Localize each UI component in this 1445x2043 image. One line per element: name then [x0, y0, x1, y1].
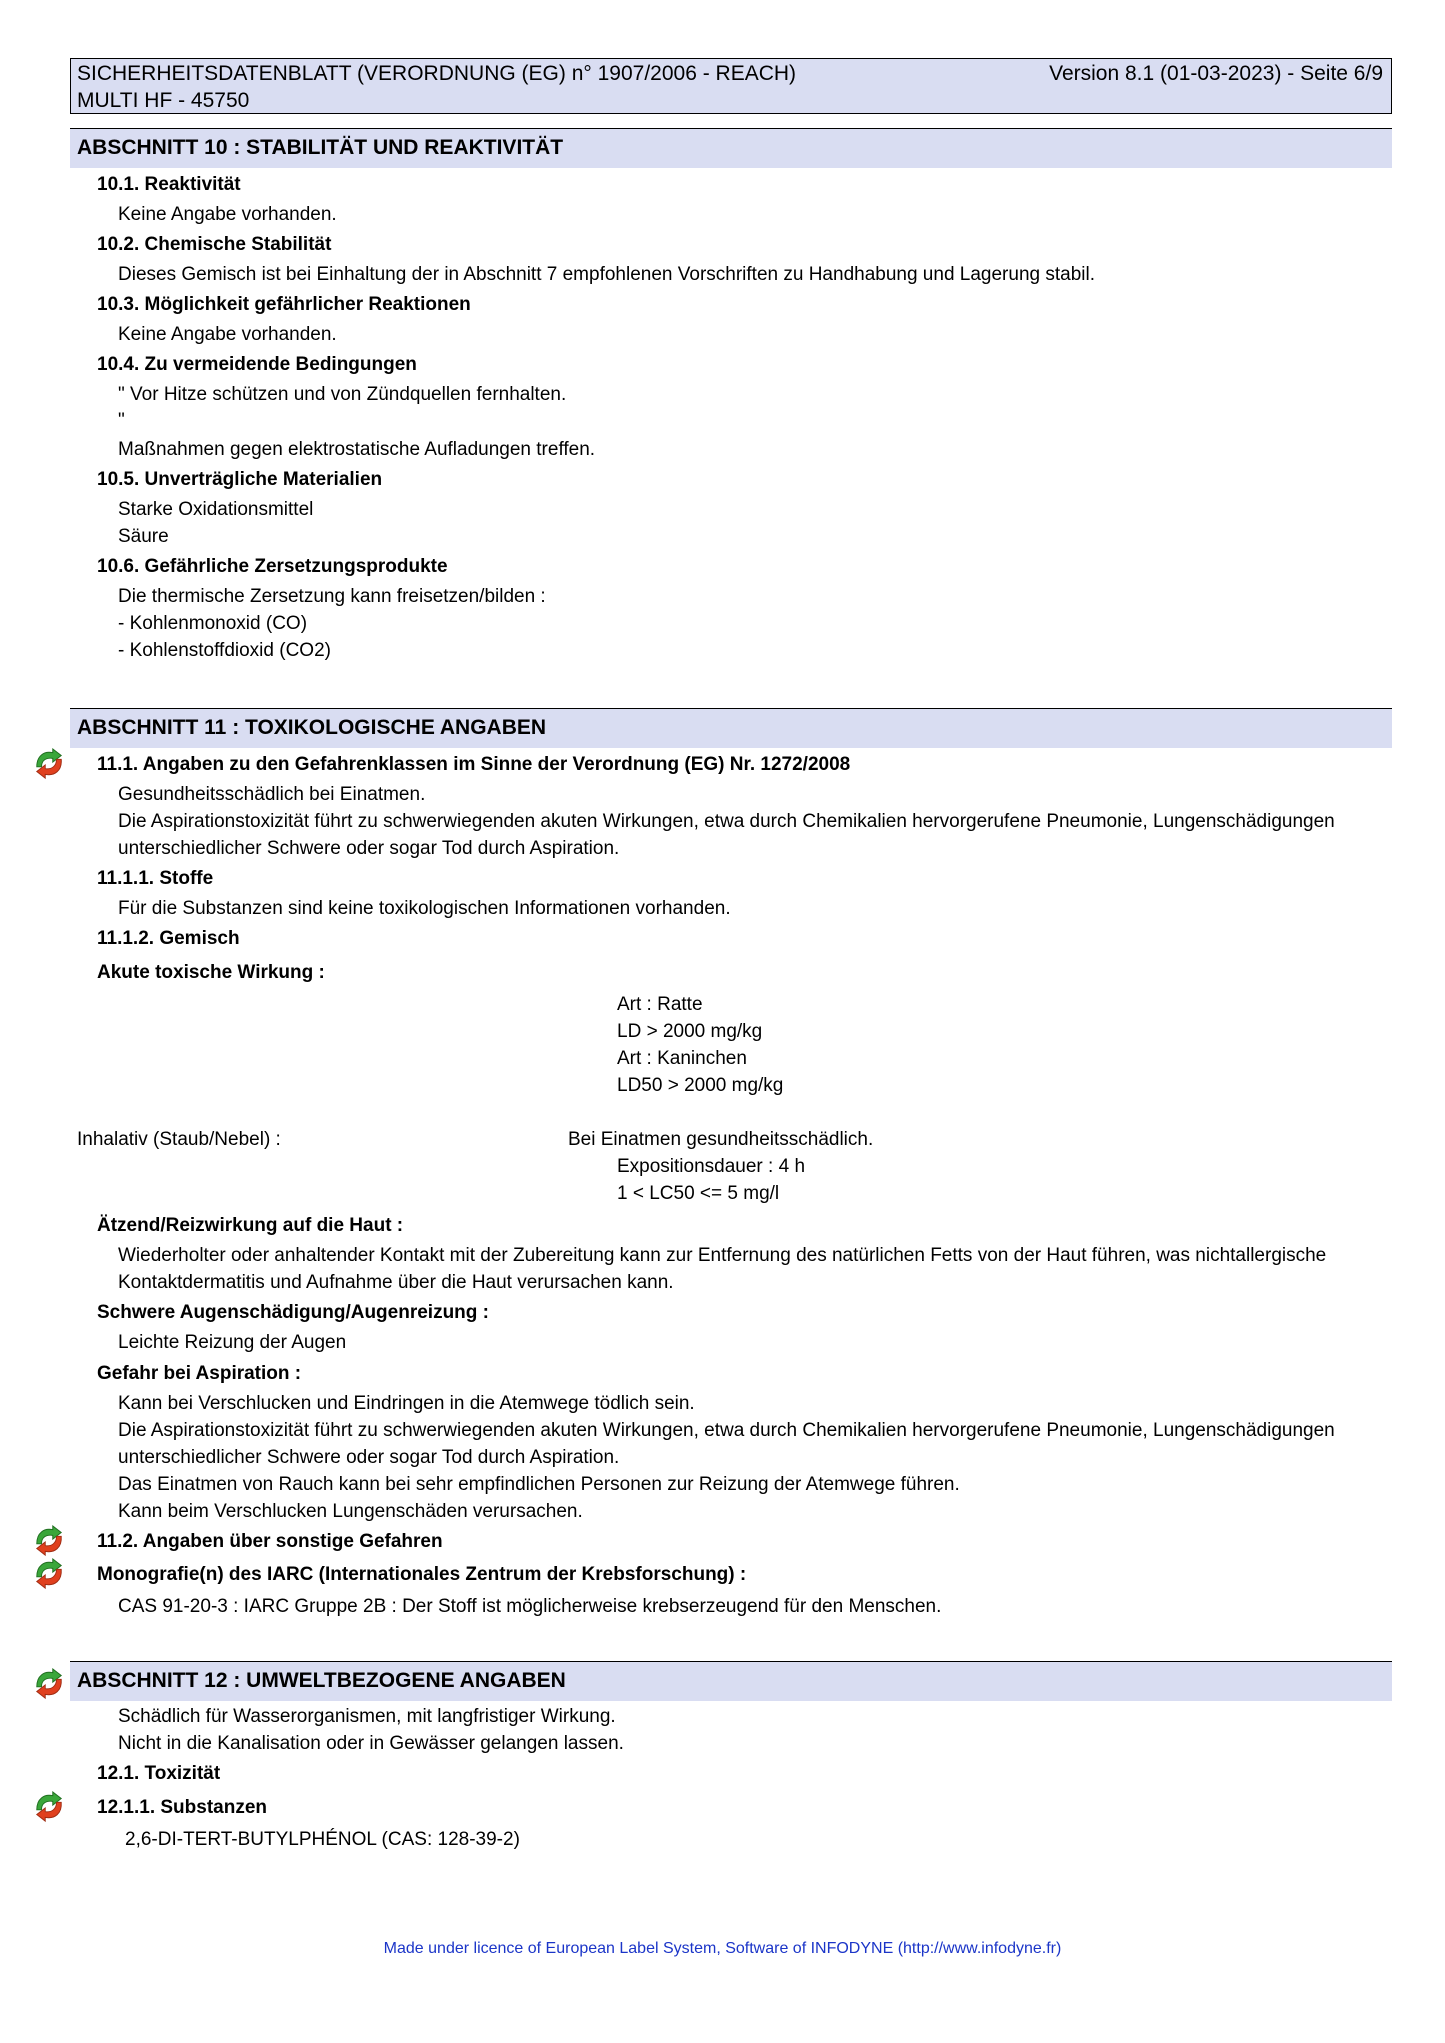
section-10-title: ABSCHNITT 10 : STABILITÄT UND REAKTIVITÄT [70, 128, 1392, 168]
heading-iarc: Monografie(n) des IARC (Internationales Zentrum der Krebsforschung) : [97, 1564, 747, 1585]
section-11-title: ABSCHNITT 11 : TOXIKOLOGISCHE ANGABEN [70, 708, 1392, 748]
heading-10-6: 10.6. Gefährliche Zersetzungsprodukte [97, 556, 448, 577]
update-arrows-icon [32, 748, 66, 780]
heading-12-1: 12.1. Toxizität [97, 1763, 221, 1784]
aspiration-line3: unterschiedlicher Schwere oder sogar Tod durch Aspiration. [118, 1447, 620, 1468]
update-arrows-icon [32, 1525, 66, 1557]
inhalation-line1: Bei Einatmen gesundheitsschädlich. [568, 1129, 874, 1150]
section-12-line2: Nicht in die Kanalisation oder in Gewässer gelangen lassen. [118, 1733, 624, 1754]
update-arrows-icon [32, 1791, 66, 1823]
text-11-1-line3: unterschiedlicher Schwere oder sogar Tod durch Aspiration. [118, 838, 620, 859]
product-name: MULTI HF - 45750 [77, 89, 250, 112]
aspiration-line4: Das Einatmen von Rauch kann bei sehr empfindlichen Personen zur Reizung der Atemwege führen. [118, 1474, 960, 1495]
acute-line3: Art : Kaninchen [617, 1048, 747, 1069]
acute-line4: LD50 > 2000 mg/kg [617, 1075, 784, 1096]
update-arrows-icon [32, 1668, 66, 1700]
text-10-6-line2: - Kohlenmonoxid (CO) [118, 613, 308, 634]
text-10-6-line1: Die thermische Zersetzung kann freisetzen/bilden : [118, 586, 546, 607]
inhalation-line2: Expositionsdauer : 4 h [617, 1156, 806, 1177]
update-arrows-icon [32, 1558, 66, 1590]
text-10-6-line3: - Kohlenstoffdioxid (CO2) [118, 640, 331, 661]
substance-line1: 2,6-DI-TERT-BUTYLPHÉNOL (CAS: 128-39-2) [125, 1829, 520, 1850]
section-12-line1: Schädlich für Wasserorganismen, mit langfristiger Wirkung. [118, 1706, 616, 1727]
heading-10-5: 10.5. Unverträgliche Materialien [97, 469, 383, 490]
text-10-4-line1: " Vor Hitze schützen und von Zündquellen fernhalten. [118, 384, 567, 405]
inhalation-line3: 1 < LC50 <= 5 mg/l [617, 1183, 780, 1204]
inhalation-label: Inhalativ (Staub/Nebel) : [77, 1129, 281, 1150]
heading-aspiration: Gefahr bei Aspiration : [97, 1363, 302, 1384]
heading-11-1-2: 11.1.2. Gemisch [97, 928, 240, 949]
heading-10-3: 10.3. Möglichkeit gefährlicher Reaktionen [97, 294, 471, 315]
heading-11-2: 11.2. Angaben über sonstige Gefahren [97, 1531, 443, 1552]
text-10-1: Keine Angabe vorhanden. [118, 204, 337, 225]
text-11-1-line2: Die Aspirationstoxizität führt zu schwerwiegenden akuten Wirkungen, etwa durch Chemikalien hervorgerufene Pneumonie, Lungenschädigungen [118, 811, 1335, 832]
text-10-4-line3: Maßnahmen gegen elektrostatische Aufladungen treffen. [118, 439, 596, 460]
text-11-1-1: Für die Substanzen sind keine toxikologischen Informationen vorhanden. [118, 898, 731, 919]
text-11-1-line1: Gesundheitsschädlich bei Einatmen. [118, 784, 426, 805]
document-title: SICHERHEITSDATENBLATT (VERORDNUNG (EG) n° 1907/2006 - REACH) [77, 62, 797, 85]
version-page-info: Version 8.1 (01-03-2023) - Seite 6/9 [1049, 62, 1383, 85]
heading-10-1: 10.1. Reaktivität [97, 174, 241, 195]
skin-line1: Wiederholter oder anhaltender Kontakt mit der Zubereitung kann zur Entfernung des natürlichen Fetts von der Haut führen, was nichtallergische [118, 1245, 1327, 1266]
text-10-5-line1: Starke Oxidationsmittel [118, 499, 314, 520]
skin-line2: Kontaktdermatitis und Aufnahme über die Haut verursachen kann. [118, 1272, 674, 1293]
heading-11-1-1: 11.1.1. Stoffe [97, 868, 214, 889]
heading-skin: Ätzend/Reizwirkung auf die Haut : [97, 1215, 404, 1236]
heading-11-1: 11.1. Angaben zu den Gefahrenklassen im Sinne der Verordnung (EG) Nr. 1272/2008 [97, 754, 851, 775]
iarc-line1: CAS 91-20-3 : IARC Gruppe 2B : Der Stoff ist möglicherweise krebserzeugend für den Menschen. [118, 1596, 942, 1617]
document-header [70, 58, 1392, 114]
acute-line1: Art : Ratte [617, 994, 703, 1015]
text-10-2: Dieses Gemisch ist bei Einhaltung der in Abschnitt 7 empfohlenen Vorschriften zu Handhabung und Lagerung stabil. [118, 264, 1095, 285]
aspiration-line5: Kann beim Verschlucken Lungenschäden verursachen. [118, 1501, 583, 1522]
heading-12-1-1: 12.1.1. Substanzen [97, 1797, 268, 1818]
text-10-3: Keine Angabe vorhanden. [118, 324, 337, 345]
heading-eye: Schwere Augenschädigung/Augenreizung : [97, 1302, 489, 1323]
heading-10-4: 10.4. Zu vermeidende Bedingungen [97, 354, 417, 375]
heading-acute-toxicity: Akute toxische Wirkung : [97, 962, 325, 983]
footer-licence-text: Made under licence of European Label System, Software of INFODYNE (http://www.infodyne.fr) [383, 1940, 1062, 1957]
acute-line2: LD > 2000 mg/kg [617, 1021, 763, 1042]
aspiration-line1: Kann bei Verschlucken und Eindringen in die Atemwege tödlich sein. [118, 1393, 695, 1414]
section-12-title: ABSCHNITT 12 : UMWELTBEZOGENE ANGABEN [70, 1661, 1392, 1701]
text-10-5-line2: Säure [118, 526, 169, 547]
eye-line1: Leichte Reizung der Augen [118, 1332, 347, 1353]
aspiration-line2: Die Aspirationstoxizität führt zu schwerwiegenden akuten Wirkungen, etwa durch Chemikalien hervorgerufene Pneumonie, Lungenschädigungen [118, 1420, 1335, 1441]
text-10-4-line2: " [118, 410, 125, 431]
heading-10-2: 10.2. Chemische Stabilität [97, 234, 332, 255]
